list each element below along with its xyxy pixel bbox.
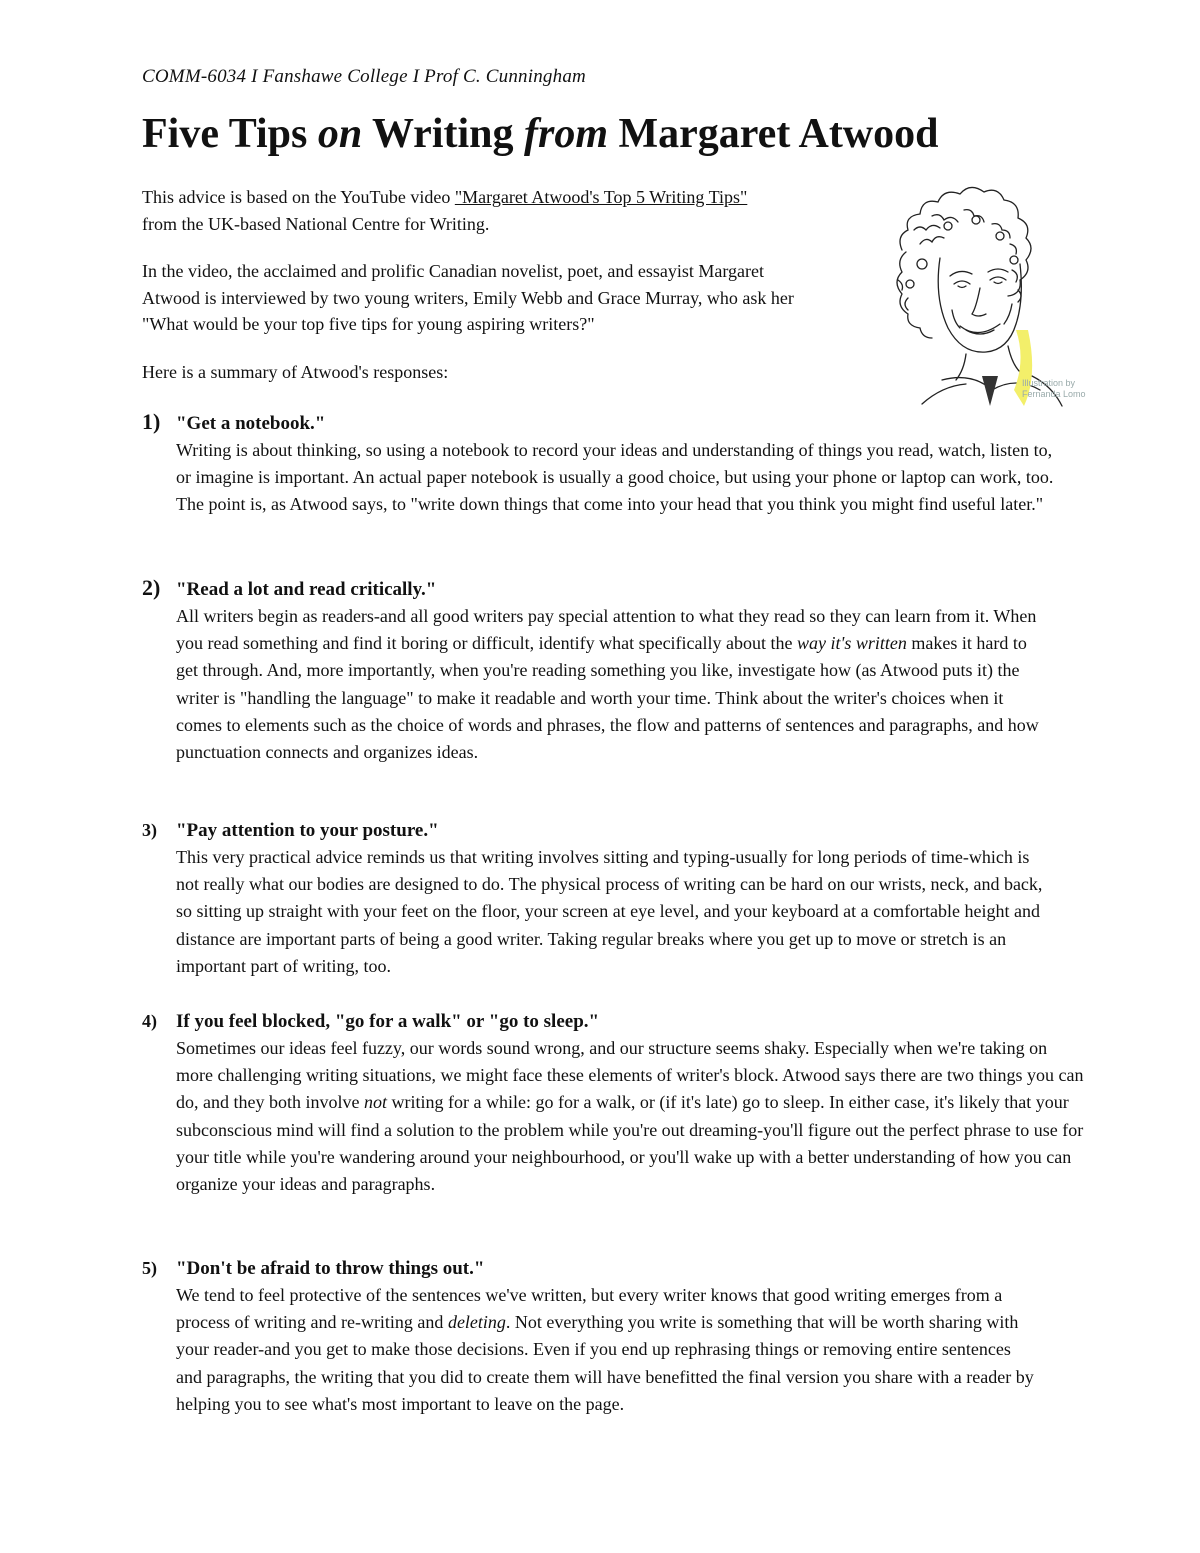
portrait-caption-line: Illustration by xyxy=(1022,378,1076,388)
tip-4 xyxy=(142,1011,1092,1198)
tip-3 xyxy=(142,820,1092,980)
tip-body-emphasis: deleting xyxy=(447,1312,506,1333)
tip-body-emphasis: way it's written xyxy=(797,633,907,654)
title-part: Writing xyxy=(362,111,525,157)
portrait-caption-line: Fernanda Lomo xyxy=(1022,389,1086,399)
course-header: COMM-6034 I Fanshawe College I Prof C. Cunningham xyxy=(142,66,586,87)
title-part: Five Tips xyxy=(142,111,318,157)
page-title xyxy=(142,110,939,158)
title-emphasis-from: from xyxy=(524,111,609,157)
tip-body-text: All writers begin as readers-and all good writers pay special attention to what they read so they can learn from it. When you read something and find it boring or difficult, identify what specifically about the xyxy=(176,606,1037,654)
tip-number: 3) xyxy=(142,820,157,840)
tip-body xyxy=(176,1282,1036,1418)
portrait-caption xyxy=(1022,378,1086,400)
title-emphasis-on: on xyxy=(317,111,363,157)
tip-number: 2) xyxy=(142,575,161,600)
intro-section xyxy=(142,184,862,406)
tip-body xyxy=(176,1035,1088,1198)
tip-title: "Pay attention to your posture." xyxy=(176,820,439,841)
tip-title: "Get a notebook." xyxy=(176,413,326,434)
tip-body: Writing is about thinking, so using a notebook to record your ideas and understanding of things you read, watch, listen to, or imagine is important. An actual paper notebook is usually a good choice, but using your phone or laptop can work, too. The point is, as Atwood says, to "write down things that come into your head that you think you might find useful later." xyxy=(176,440,1054,515)
tip-body-emphasis: not xyxy=(363,1092,387,1113)
tip-body: This very practical advice reminds us that writing involves sitting and typing-usually for long periods of time-which is not really what our bodies are designed to do. The physical process of writing can be hard on our wrists, neck, and back, so sitting up straight with your feet on the floor, your screen at eye level, and your keyboard at a comfortable height and distance are important parts of being a good writer. Taking regular breaks where you get up to move or stretch is an important part of writing, too. xyxy=(176,847,1043,976)
tip-body-text: We tend to feel protective of the sentences we've written, but every writer knows that good writing emerges from a process of writing and re-writing and xyxy=(176,1285,1003,1333)
youtube-video-link[interactable]: "Margaret Atwood's Top 5 Writing Tips" xyxy=(454,187,748,207)
tip-body-text: writing for a while: go for a walk, or (if it's late) go to sleep. In either case, it's likely that your subconscious mind will find a solution to the problem while you're out dreaming-you'll figure out the perfect phrase to use for your title while you're wandering around your neighbourhood, or you'll wake up with a better understanding of how you can organize your ideas and paragraphs. xyxy=(176,1092,1084,1195)
tip-title: "Don't be afraid to throw things out." xyxy=(176,1258,485,1279)
tip-body-text: Sometimes our ideas feel fuzzy, our words sound wrong, and our structure seems shaky. Especially when we're taking on more challenging writing situations, we might face these elements of writer's block. Atwood says there are two things you can do, and they both involve xyxy=(176,1038,1084,1113)
intro-text: from the UK-based National Centre for Writing. xyxy=(142,213,490,234)
intro-paragraph-summary: Here is a summary of Atwood's responses: xyxy=(142,361,449,382)
tip-number: 5) xyxy=(142,1258,157,1278)
intro-paragraph-source xyxy=(142,184,862,237)
tip-body-text: . Not everything you write is something that will be worth sharing with your reader-and you get to make those decisions. Even if you end up rephrasing things or removing entire sentences and paragraphs, the writing that you did to create them will have benefitted the final version you share with a reader by helping you to see what's most important to leave on the page. xyxy=(176,1312,1034,1414)
tip-title: If you feel blocked, "go for a walk" or "go to sleep." xyxy=(176,1011,600,1032)
tip-2 xyxy=(142,575,1092,766)
tip-number: 4) xyxy=(142,1011,157,1031)
tip-number: 1) xyxy=(142,409,161,434)
portrait-tie xyxy=(982,376,998,406)
tip-1 xyxy=(142,409,1092,519)
tip-title: "Read a lot and read critically." xyxy=(176,579,437,600)
tip-body-text: makes it hard to get through. And, more importantly, when you're reading something you like, investigate how (as Atwood puts it) the writer is "handling the language" to make it readable and worth your time. Think about the writer's choices when it comes to elements such as the choice of words and phrases, the flow and patterns of sentences and paragraphs, and how punctuation connects and organizes ideas. xyxy=(176,633,1039,763)
intro-paragraph-interview: In the video, the acclaimed and prolific Canadian novelist, poet, and essayist Margaret Atwood is interviewed by two young writers, Emily Webb and Grace Murray, who ask her "What would be your top five tips for young aspiring writers?" xyxy=(142,261,794,334)
intro-text: This advice is based on the YouTube video xyxy=(142,187,455,207)
tip-5 xyxy=(142,1258,1092,1418)
title-part: Margaret Atwood xyxy=(608,111,939,157)
tip-body xyxy=(176,603,1046,766)
